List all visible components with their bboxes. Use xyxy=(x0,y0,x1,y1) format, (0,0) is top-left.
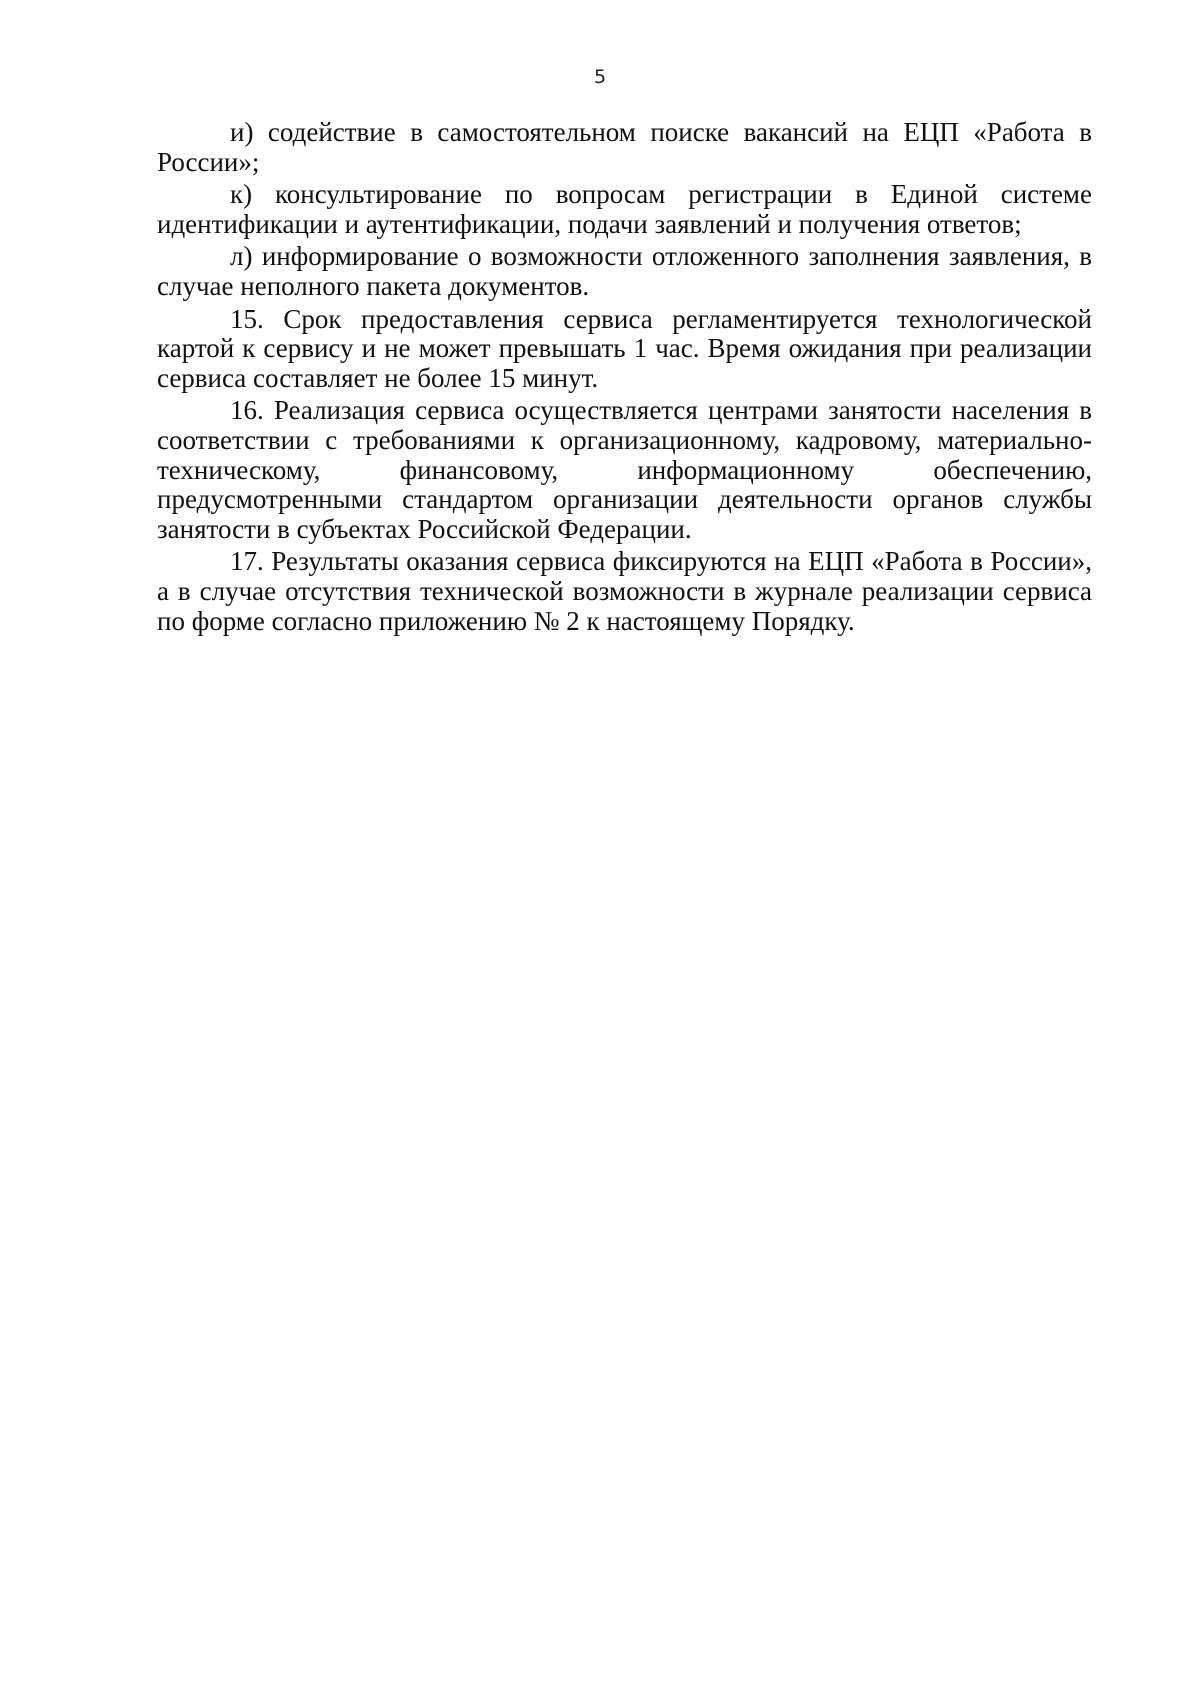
document-body xyxy=(157,118,1092,639)
page-number: 5 xyxy=(593,66,607,88)
paragraph-16: 16. Реализация сервиса осуществляется центрами занятости населения в соответствии с требованиями к организационному, кадровому, материально-техническому, финансовому, информационному обеспечению, предусмотренными стандартом организации деятельности органов службы занятости в субъектах Российской Федерации. xyxy=(157,395,1092,544)
paragraph-17: 17. Результаты оказания сервиса фиксируются на ЕЦП «Работа в России», а в случае отсутствия технической возможности в журнале реализации сервиса по форме согласно приложению № 2 к настоящему Порядку. xyxy=(157,546,1092,636)
paragraph-item-l: л) информирование о возможности отложенного заполнения заявления, в случае неполного пакета документов. xyxy=(157,241,1092,301)
paragraph-15: 15. Срок предоставления сервиса регламентируется технологической картой к сервису и не может превышать 1 час. Время ожидания при реализации сервиса составляет не более 15 минут. xyxy=(157,303,1092,393)
paragraph-item-k: к) консультирование по вопросам регистрации в Единой системе идентификации и аутентификации, подачи заявлений и получения ответов; xyxy=(157,179,1092,239)
paragraph-item-i: и) содействие в самостоятельном поиске вакансий на ЕЦП «Работа в России»; xyxy=(157,117,1092,177)
